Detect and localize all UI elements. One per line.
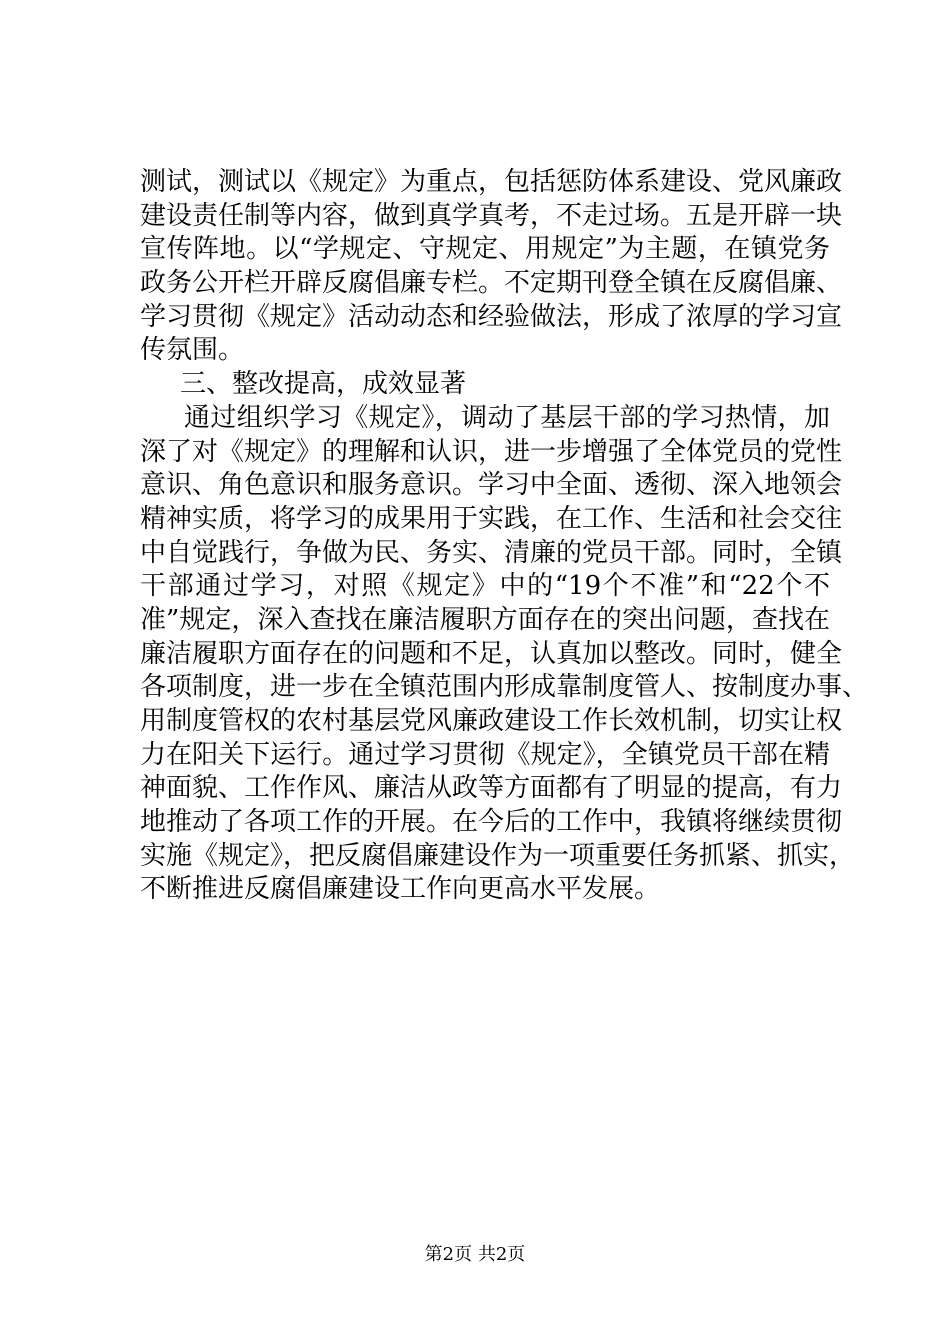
body-line: 实施《规定》，把反腐倡廉建设作为一项重要任务抓紧、抓实， [140, 840, 856, 871]
body-line: 意识、角色意识和服务意识。学习中全面、透彻、深入地领会 [140, 470, 843, 501]
body-line: 政务公开栏开辟反腐倡廉专栏。不定期刊登全镇在反腐倡廉、 [140, 268, 843, 299]
body-line: 准”规定，深入查找在廉洁履职方面存在的突出问题，查找在 [140, 604, 830, 635]
body-line: 传氛围。 [140, 335, 245, 366]
body-line: 力在阳关下运行。通过学习贯彻《规定》，全镇党员干部在精 [140, 739, 830, 770]
body-line: 廉洁履职方面存在的问题和不足，认真加以整改。同时，健全 [140, 638, 843, 669]
body-line: 测试，测试以《规定》为重点，包括惩防体系建设、党风廉政 [140, 167, 843, 197]
page-number-footer: 第2页 共2页 [424, 1244, 526, 1265]
paragraph-first-line: 通过组织学习《规定》，调动了基层干部的学习热情，加 [184, 402, 830, 433]
body-line: 各项制度，进一步在全镇范围内形成靠制度管人、按制度办事、 [140, 672, 869, 703]
body-line: 用制度管权的农村基层党风廉政建设工作长效机制，切实让权 [140, 706, 843, 736]
body-line: 宣传阵地。以“学规定、守规定、用规定”为主题，在镇党务 [140, 234, 830, 265]
body-line: 深了对《规定》的理解和认识，进一步增强了全体党员的党性 [140, 436, 843, 467]
body-line: 学习贯彻《规定》活动动态和经验做法，形成了浓厚的学习宣 [140, 301, 843, 332]
body-line: 建设责任制等内容，做到真学真考，不走过场。五是开辟一块 [140, 200, 843, 231]
body-line: 地推动了各项工作的开展。在今后的工作中，我镇将继续贯彻 [140, 807, 843, 838]
body-line: 精神实质，将学习的成果用于实践，在工作、生活和社会交往 [140, 503, 843, 534]
body-line: 中自觉践行，争做为民、务实、清廉的党员干部。同时，全镇 [140, 537, 843, 568]
section-heading: 三、整改提高，成效显著 [180, 369, 467, 400]
document-body [140, 166, 869, 907]
body-line: 干部通过学习，对照《规定》中的“19个不准”和“22个不 [140, 571, 830, 602]
body-line: 神面貌、工作作风、廉洁从政等方面都有了明显的提高，有力 [140, 773, 843, 804]
body-line: 不断推进反腐倡廉建设工作向更高水平发展。 [140, 874, 661, 905]
